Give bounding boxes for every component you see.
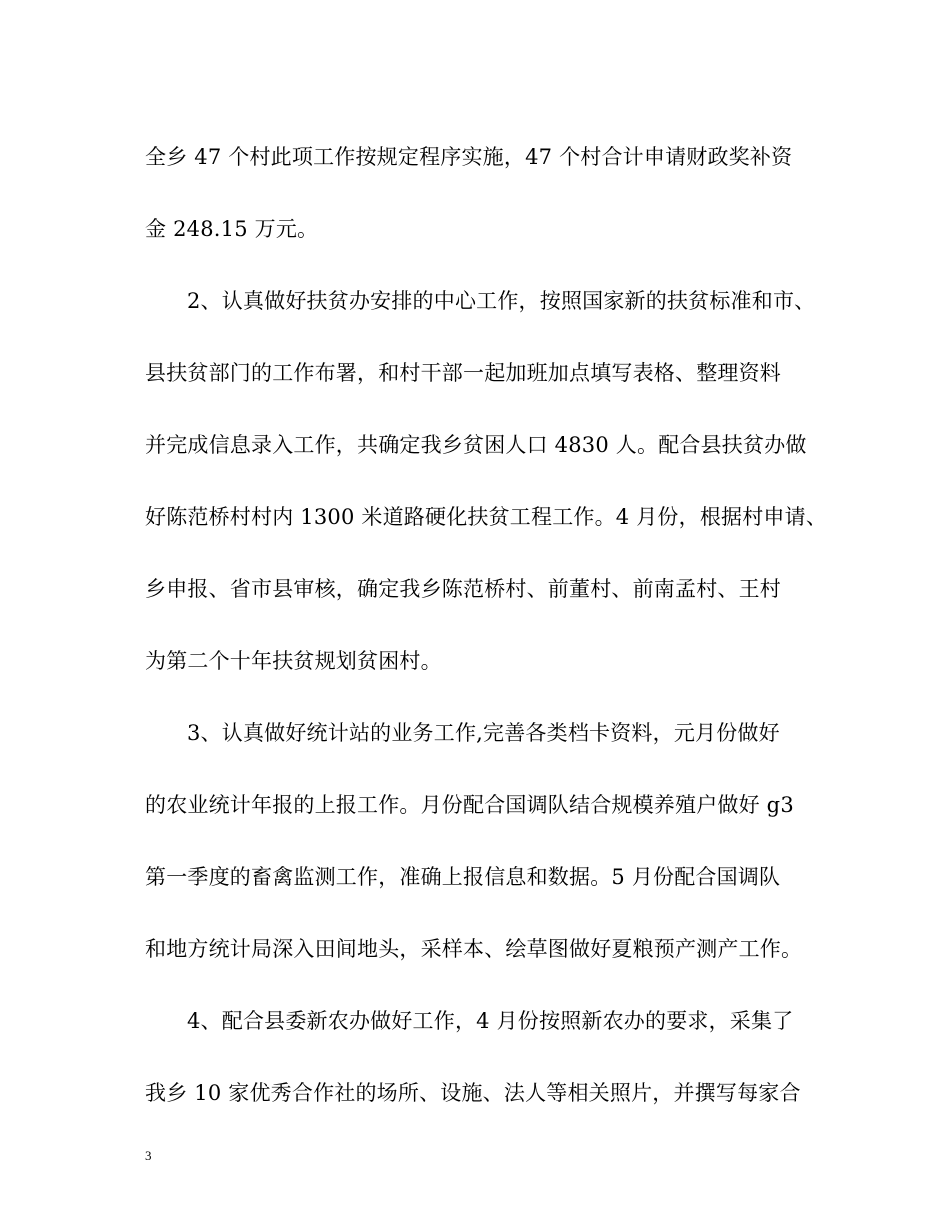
text-line: 金 248.15 万元。 — [145, 217, 319, 241]
paragraph-start-line: 4、配合县委新农办做好工作，4 月份按照新农办的要求，采集了 — [187, 1009, 794, 1033]
paragraph-start-line: 2、认真做好扶贫办安排的中心工作，按照国家新的扶贫标准和市、 — [187, 289, 816, 313]
page-number: 3 — [145, 1148, 152, 1163]
text-line: 第一季度的畜禽监测工作，准确上报信息和数据。5 月份配合国调队 — [145, 865, 781, 889]
text-line: 我乡 10 家优秀合作社的场所、设施、法人等相关照片，并撰写每家合 — [145, 1081, 801, 1105]
paragraph-start-line: 3、认真做好统计站的业务工作,完善各类档卡资料，元月份做好 — [187, 721, 780, 745]
text-line: 全乡 47 个村此项工作按规定程序实施，47 个村合计申请财政奖补资 — [145, 145, 793, 169]
text-line: 和地方统计局深入田间地头，采样本、绘草图做好夏粮预产测产工作。 — [145, 937, 803, 961]
text-line: 为第二个十年扶贫规划贫困村。 — [145, 649, 442, 673]
text-line: 的农业统计年报的上报工作。月份配合国调队结合规模养殖户做好 g3 — [145, 793, 794, 817]
text-line: 乡申报、省市县审核，确定我乡陈范桥村、前董村、前南孟村、王村 — [145, 577, 781, 601]
text-line: 好陈范桥村村内 1300 米道路硬化扶贫工程工作。4 月份，根据村申请、 — [145, 505, 828, 529]
text-line: 县扶贫部门的工作布署，和村干部一起加班加点填写表格、整理资料 — [145, 361, 781, 385]
text-line: 并完成信息录入工作，共确定我乡贫困人口 4830 人。配合县扶贫办做 — [145, 433, 807, 457]
